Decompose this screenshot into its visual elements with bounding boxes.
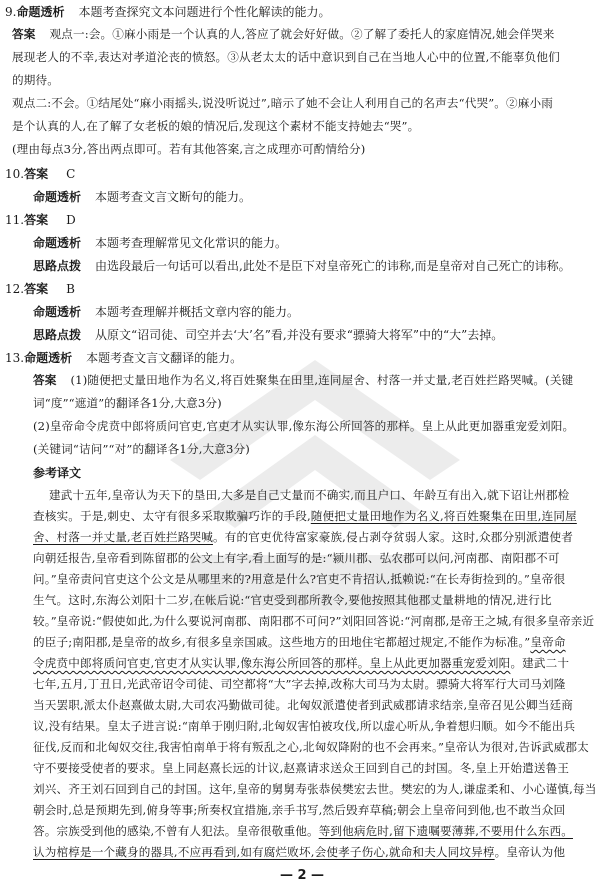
q12-hint: 思路点拨 从原文“诏司徒、司空并去‘大’名”看,并没有要求“骠骑大将军”中的“大”去掉。 <box>33 328 504 342</box>
translation-line: 当天罢职,派太仆赵熹做太尉,大司农冯勤做司徒。北匈奴派遣使者到武威郡请求结亲,皇帝召见公卿当廷商 <box>33 698 573 712</box>
q13-answer-line: (2)皇帝命令虎贲中郎将质问官吏,官吏才从实认罪,像东海公所回答的那样。皇上从此更加器重宠爱刘阳。 <box>33 419 575 433</box>
translation-line: 认为棺椁是一个藏身的器具,不应再看到,如有腐烂败坏,会使孝子伤心,就命和夫人同坟异椁。皇帝认为他 <box>33 845 566 859</box>
q11-answer: 11.答案 D <box>5 213 76 227</box>
q12-analysis: 命题透析 本题考查理解并概括文章内容的能力。 <box>33 305 300 319</box>
q11-hint: 思路点拨 由选段最后一句话可以看出,此处不是臣下对皇帝死亡的讳称,而是皇帝对自己死亡的讳称。 <box>33 259 571 273</box>
q10-analysis: 命题透析 本题考查文言文断句的能力。 <box>33 190 252 204</box>
translation-line: 七年,五月,丁丑日,光武帝诏令司徒、司空都将“大”字去掉,改称大司马为太尉。骠骑大将军行大司马刘隆 <box>33 677 566 691</box>
q13-answer-line: (关键词“诘问”“对”的翻译各1分,大意3分) <box>33 442 250 456</box>
wavy-underlined-sentence: 皇帝命 <box>530 635 566 649</box>
translation-line: 查核实。于是,刺史、太守有很多采取欺骗巧诈的手段,随便把丈量田地作为名义,将百姓聚集在田里,连同屋 <box>33 509 577 523</box>
q9-scoring-note: (理由每点3分,答出两点即可。若有其他答案,言之成理亦可酌情给分) <box>12 142 366 156</box>
translation-line: 向朝廷报告,皇帝看到陈留郡的公文上有字,看上面写的是:“颍川郡、弘农郡可以问,河南郡、南阳郡不可 <box>33 551 560 565</box>
q13-answer-tag: 答案 <box>33 373 57 387</box>
q9-answer-line: 是个认真的人,在了解了女老板的娘的情况后,发现这个素材不能支持她去“哭”。 <box>12 119 420 133</box>
translation-line: 朝会时,总是预期先到,俯身等事;所奏权宜措施,亲手书写,然后毁弃草稿;朝会上皇帝问到他,也不敢当众回 <box>33 803 566 817</box>
q9-answer-line: 的期待。 <box>12 73 59 87</box>
reference-translation-title: 参考译文 <box>33 466 82 480</box>
q11-analysis: 命题透析 本题考查理解常见文化常识的能力。 <box>33 236 288 250</box>
q13-answer-line: 词“度”“遮道”的翻译各1分,大意3分) <box>33 396 222 410</box>
translation-line: 刘兴、齐王刘石回到自己的封国。这年,皇帝的舅舅寿张恭侯樊宏去世。樊宏的为人,谦虚柔和、小心谨慎,每当 <box>33 782 597 796</box>
translation-line: 较。”皇帝说:“假使如此,为什么要说河南郡、南阳郡不可问?”刘阳回答说:“河南郡,是帝王之城,有很多皇帝亲近 <box>33 614 595 628</box>
underlined-key-sentence: 等到他病危时,留下遗嘱要薄葬,不要用什么东西。 <box>318 824 573 838</box>
q9-answer-tag: 答案 <box>12 27 36 41</box>
underlined-key-sentence: 舍、村落一并丈量,老百姓拦路哭喊 <box>33 530 213 544</box>
underlined-key-sentence: 随便把丈量田地作为名义,将百姓聚集在田里,连同屋 <box>310 509 577 523</box>
q9-analysis-text: 本题考查探究文本问题进行个性化解读的能力。 <box>78 5 331 19</box>
q12-answer: 12.答案 B <box>5 282 75 296</box>
wavy-underlined-sentence: 令虎贲中郎将质问官吏,官吏才从实认罪,像东海公所回答的那样。皇上从此更加器重宠爱刘阳 <box>33 656 511 670</box>
translation-line: 守不要接受使者的要求。皇上同赵熹长远的计议,赵熹请求送众王回到自己的封国。冬,皇上开始遣送鲁王 <box>33 761 570 775</box>
translation-line: 生气。这时,东海公刘阳十二岁,在帐后说:“官吏受到郡所教令,要他按照其他郡丈量耕地的情况,进行比 <box>33 593 552 607</box>
translation-line: 问。”皇帝责问官吏这个公文是从哪里来的?用意是什么?官吏不肯招认,抵赖说:“在长寿街捡到的。”皇帝很 <box>33 572 566 586</box>
q13-answer-line: 答案 (1)随便把丈量田地作为名义,将百姓聚集在田里,连同屋舍、村落一并丈量,老百姓拦路哭喊。(关键 <box>33 373 574 387</box>
translation-line: 令虎贲中郎将质问官吏,官吏才从实认罪,像东海公所回答的那样。皇上从此更加器重宠爱刘阳。建武二十 <box>33 656 570 670</box>
translation-line: 答。宗族受到他的感染,不曾有人犯法。皇帝很敬重他。等到他病危时,留下遗嘱要薄葬,不要用什么东西。 <box>33 824 573 838</box>
q10-answer: 10.答案 C <box>5 167 76 181</box>
q9-analysis-tag: 命题透析 <box>16 5 65 19</box>
translation-line: 建武十五年,皇帝认为天下的垦田,大多是自己丈量而不确实,而且户口、年龄互有出入,就下诏让州郡检 <box>49 488 570 502</box>
translation-line: 的臣子;南阳郡,是皇帝的故乡,有很多皇亲国戚。这些地方的田地住宅都超过规定,不能作为标准。”皇帝命 <box>33 635 566 649</box>
q9-answer-line: 观点二:不会。①结尾处“麻小雨摇头,说没听说过”,暗示了她不会让人利用自己的名声去“代哭”。②麻小雨 <box>12 96 554 110</box>
q9-answer-line: 答案 观点一:会。①麻小雨是一个认真的人,答应了就会好好做。②了解了委托人的家庭情况,她会佯哭来 <box>12 27 555 41</box>
q9-answer-line: 展现老人的不幸,表达对孝道沦丧的愤怒。③从老太太的话中意识到自己在当地人心中的位置,不能辜负他们 <box>12 50 560 64</box>
page-number: — 2 — <box>279 868 325 883</box>
translation-line: 议,没有结果。皇太子进言说:“南单于刚归附,北匈奴害怕被攻伐,所以虚心听从,争着想归顺。如今不能出兵 <box>33 719 576 733</box>
q13-heading: 13.命题透析 本题考查文言文翻译的能力。 <box>5 351 243 365</box>
underlined-key-sentence: 认为棺椁是一个藏身的器具,不应再看到,如有腐烂败坏,会使孝子伤心,就命和夫人同坟异椁 <box>33 845 495 859</box>
translation-line: 舍、村落一并丈量,老百姓拦路哭喊。有的官吏优待富家豪族,侵占剥夺贫弱人家。这时,众郡分别派遣使者 <box>33 530 573 544</box>
q9-heading: 9.命题透析 本题考查探究文本问题进行个性化解读的能力。 <box>5 5 331 19</box>
translation-line: 征伐,反而和北匈奴交往,我害怕南单于将有叛乱之心,北匈奴降附的也不会再来。”皇帝认为很对,告诉武威郡太 <box>33 740 589 754</box>
